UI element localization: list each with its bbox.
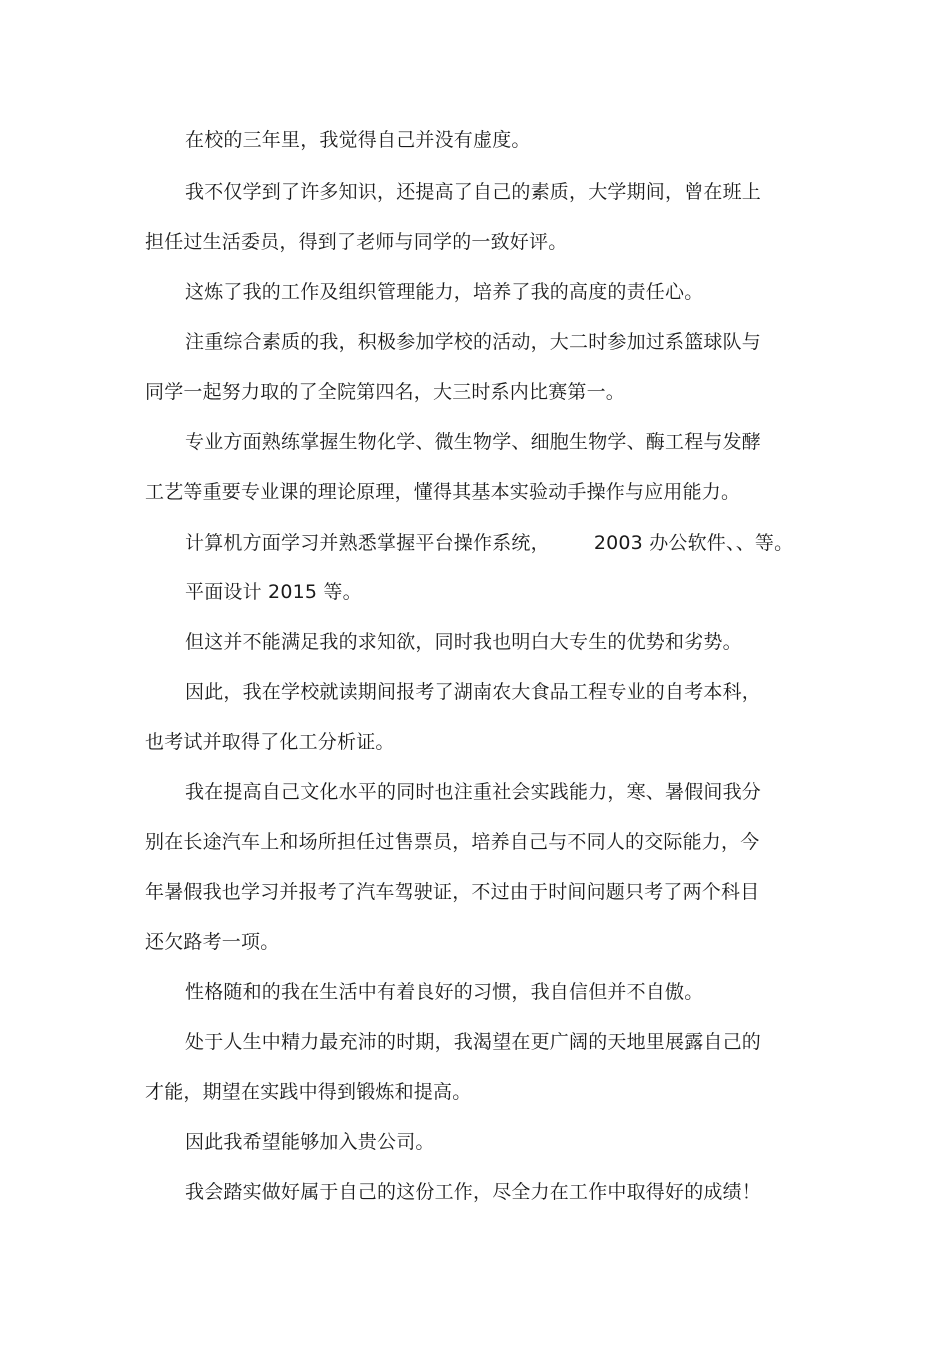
paragraph-line: 我不仅学到了许多知识，还提高了自己的素质，大学期间，曾在班上 [185,181,762,203]
paragraph-line: 我会踏实做好属于自己的这份工作，尽全力在工作中取得好的成绩！ [185,1181,762,1203]
paragraph-line: 处于人生中精力最充沛的时期，我渴望在更广阔的天地里展露自己的 [185,1031,762,1053]
paragraph-line: 但这并不能满足我的求知欲，同时我也明白大专生的优势和劣势。 [185,631,742,653]
paragraph-line: 这炼了我的工作及组织管理能力，培养了我的高度的责任心。 [185,281,704,303]
paragraph-line: 同学一起努力取的了全院第四名，大三时系内比赛第一。 [145,381,626,403]
paragraph-line: 工艺等重要专业课的理论原理，懂得其基本实验动手操作与应用能力。 [145,481,741,503]
paragraph-line: 年暑假我也学习并报考了汽车驾驶证，不过由于时间问题只考了两个科目 [145,881,760,903]
paragraph-line: 才能，期望在实践中得到锻炼和提高。 [145,1081,472,1103]
paragraph-line: 性格随和的我在生活中有着良好的习惯，我自信但并不自傲。 [185,981,704,1003]
paragraph-line: 还欠路考一项。 [145,931,280,953]
paragraph-line: 担任过生活委员，得到了老师与同学的一致好评。 [145,231,568,253]
paragraph-line [185,530,793,556]
paragraph-line: 专业方面熟练掌握生物化学、微生物学、细胞生物学、酶工程与发酵 [185,431,762,453]
paragraph-line: 在校的三年里，我觉得自己并没有虚度。 [185,129,531,151]
paragraph-line: 平面设计 2015 等。 [185,581,362,603]
paragraph-line: 注重综合素质的我，积极参加学校的活动，大二时参加过系篮球队与 [185,331,762,353]
paragraph-line: 因此我希望能够加入贵公司。 [185,1131,435,1153]
paragraph-line-part: 2003 办公软件、、等。 [593,532,794,554]
paragraph-line: 我在提高自己文化水平的同时也注重社会实践能力，寒、暑假间我分 [185,781,762,803]
paragraph-line: 因此，我在学校就读期间报考了湖南农大食品工程专业的自考本科， [185,681,762,703]
paragraph-line: 也考试并取得了化工分析证。 [145,731,395,753]
paragraph-line: 别在长途汽车上和场所担任过售票员，培养自己与不同人的交际能力，今 [145,831,760,853]
paragraph-line-part: 计算机方面学习并熟悉掌握平台操作系统， [185,532,550,554]
